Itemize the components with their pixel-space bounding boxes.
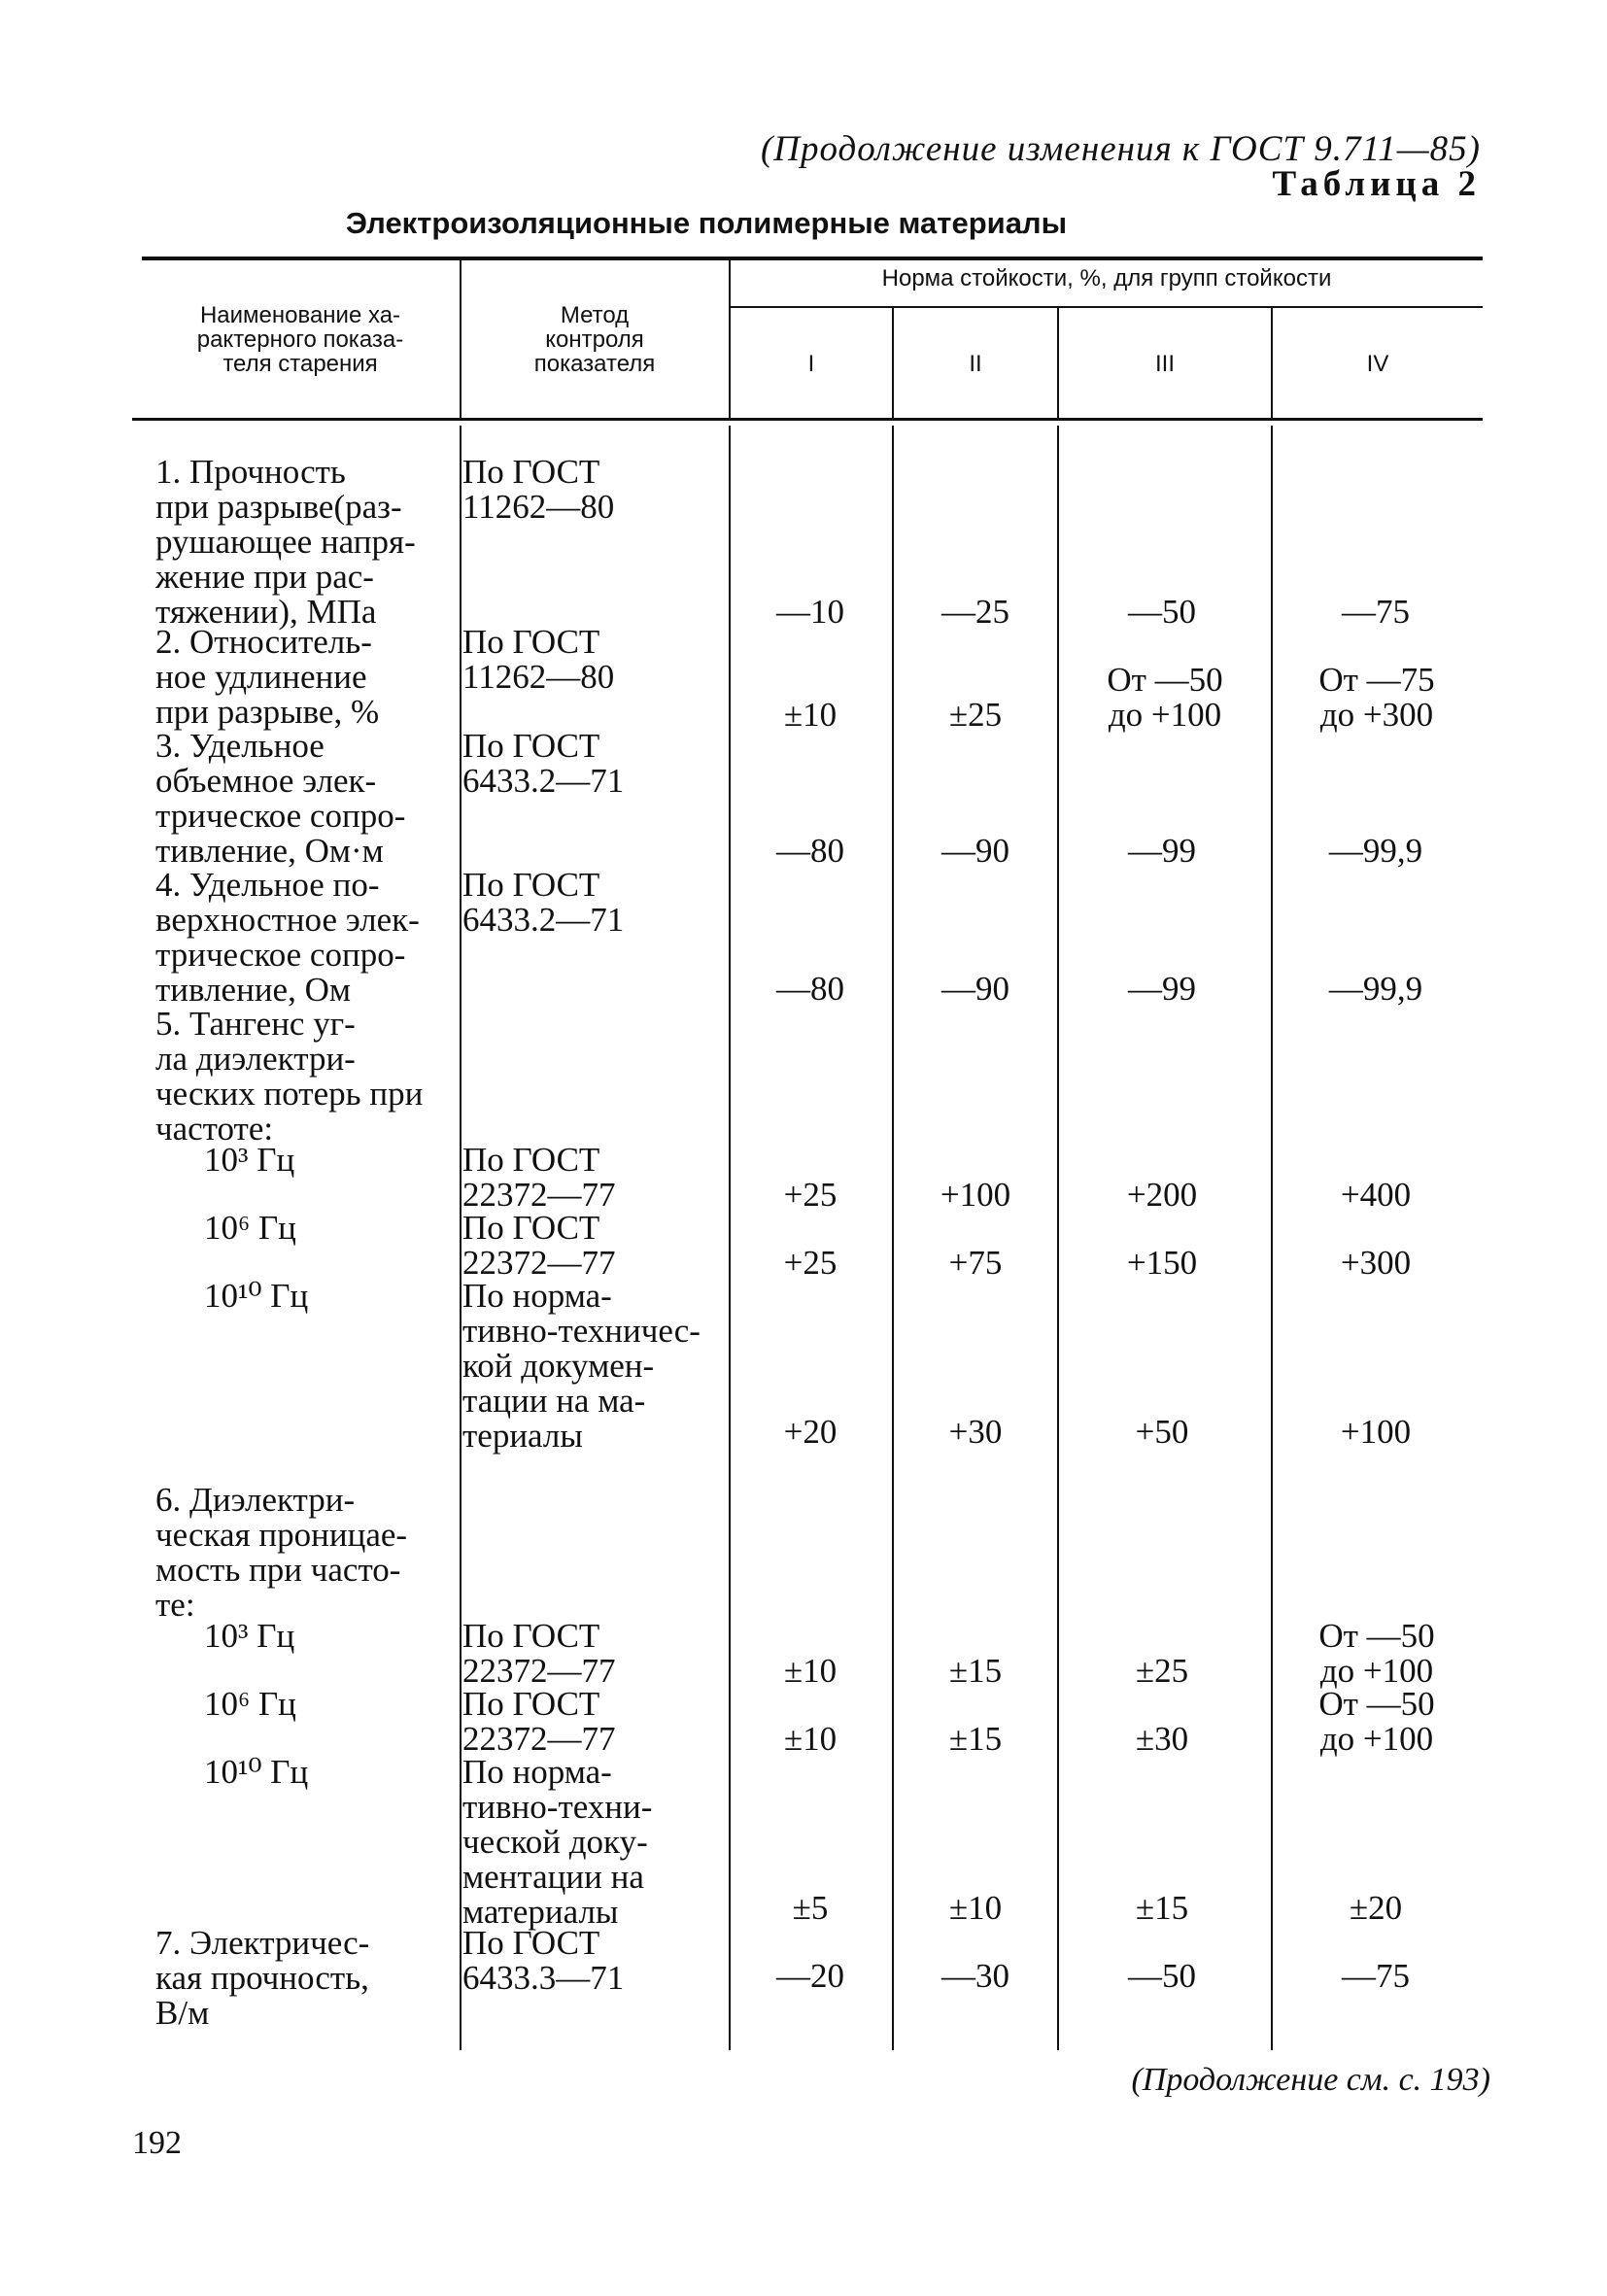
col-header-method: Метод контроля показателя: [533, 302, 656, 377]
col-divider-name-method-head: [460, 260, 462, 418]
row-3-value-ii: —90: [941, 832, 1009, 870]
row-2-value-ii: ±25: [948, 696, 1003, 734]
group-header-iii: III: [1154, 351, 1175, 377]
footer-continuation: (Продолжение см. с. 193): [1131, 2062, 1490, 2098]
row-3-method: По ГОСТ 6433.2—71: [462, 727, 625, 800]
row-6-3-value-ii: ±10: [948, 1889, 1003, 1927]
row-7-value-i: —20: [776, 1957, 844, 1995]
row-6-2-name: 10⁶ Гц: [204, 1685, 296, 1723]
group-header-i: I: [807, 351, 815, 377]
group-header-rule: [729, 306, 1483, 308]
row-6-1-name: 10³ Гц: [204, 1617, 295, 1655]
col-divider-name-method: [460, 426, 462, 2050]
row-4-value-ii: —90: [941, 970, 1009, 1008]
col-divider-i-ii: [892, 426, 894, 2050]
row-5-3-value-iv: +100: [1340, 1413, 1412, 1451]
row-5-1-method: По ГОСТ 22372—77: [462, 1141, 616, 1214]
row-7-name: 7. Электричес- кая прочность, В/м: [155, 1924, 370, 2032]
col-divider-ii-iii: [1057, 426, 1059, 2050]
row-2-method: По ГОСТ 11262—80: [462, 623, 615, 696]
row-5-1-value-iv: +400: [1340, 1176, 1412, 1214]
row-2-value-iii: От —50 до +100: [1107, 661, 1223, 734]
row-5-2-name: 10⁶ Гц: [204, 1209, 296, 1247]
row-1-value-iv: —75: [1342, 593, 1410, 631]
row-5-1-name: 10³ Гц: [204, 1141, 295, 1179]
group-header-iv: IV: [1366, 351, 1389, 377]
row-7-value-iv: —75: [1342, 1957, 1410, 1995]
col-header-group: Норма стойкости, %, для групп стойкости: [881, 265, 1332, 291]
row-5-name: 5. Тангенс уг- ла диэлектри- ческих потерь при частоте:: [155, 1005, 424, 1148]
table-top-rule: [142, 257, 1483, 260]
row-1-value-iii: —50: [1128, 593, 1196, 631]
row-3-value-iii: —99: [1128, 832, 1196, 870]
row-6-3-name: 10¹⁰ Гц: [204, 1753, 309, 1791]
row-1-value-ii: —25: [941, 593, 1009, 631]
row-4-value-iv: —99,9: [1328, 970, 1423, 1008]
row-4-value-i: —80: [776, 970, 844, 1008]
table-head-bottom-rule: [132, 418, 1483, 421]
row-5-2-value-i: +25: [783, 1244, 838, 1282]
row-5-1-value-i: +25: [783, 1176, 838, 1214]
row-6-1-value-i: ±10: [783, 1652, 838, 1690]
row-1-name: 1. Прочность при разрыве(раз- рушающее напря- жение при рас- тяжении), МПа: [155, 453, 416, 631]
row-5-2-method: По ГОСТ 22372—77: [462, 1209, 616, 1282]
row-6-3-value-iv: ±20: [1349, 1889, 1403, 1927]
row-7-method: По ГОСТ 6433.3—71: [462, 1924, 625, 1997]
row-1-value-i: —10: [776, 593, 844, 631]
row-5-3-method: По норма- тивно-техничес- кой докумен- тации на ма- териалы: [462, 1277, 701, 1455]
row-6-3-method: По норма- тивно-техни- ческой доку- ментации на материалы: [462, 1753, 653, 1931]
row-6-2-value-ii: ±15: [948, 1720, 1003, 1758]
row-7-value-iii: —50: [1128, 1957, 1196, 1995]
row-5-3-value-ii: +30: [948, 1413, 1003, 1451]
row-4-method: По ГОСТ 6433.2—71: [462, 866, 625, 939]
row-5-3-name: 10¹⁰ Гц: [204, 1277, 309, 1315]
row-5-1-value-ii: +100: [940, 1176, 1011, 1214]
row-5-1-value-iii: +200: [1126, 1176, 1198, 1214]
table-caption: Электроизоляционные полимерные материалы: [345, 206, 1068, 240]
row-3-name: 3. Удельное объемное элек- трическое сопро- тивление, Ом·м: [155, 727, 406, 870]
row-5-2-value-iii: +150: [1126, 1244, 1198, 1282]
group-header-ii: II: [969, 351, 982, 377]
row-4-value-iii: —99: [1128, 970, 1196, 1008]
row-5-2-value-iv: +300: [1340, 1244, 1412, 1282]
row-6-2-value-i: ±10: [783, 1720, 838, 1758]
row-6-1-value-ii: ±15: [948, 1652, 1003, 1690]
page-number: 192: [132, 2125, 182, 2161]
row-6-2-value-iii: ±30: [1135, 1720, 1189, 1758]
row-1-method: По ГОСТ 11262—80: [462, 453, 615, 526]
row-3-value-iv: —99,9: [1328, 832, 1423, 870]
row-5-3-value-i: +20: [783, 1413, 838, 1451]
row-3-value-i: —80: [776, 832, 844, 870]
row-2-value-i: ±10: [783, 696, 838, 734]
row-4-name: 4. Удельное по- верхностное элек- трическое сопро- тивление, Ом: [155, 866, 420, 1009]
row-5-3-value-iii: +50: [1135, 1413, 1189, 1451]
row-5-2-value-ii: +75: [948, 1244, 1003, 1282]
row-6-name: 6. Диэлектри- ческая проницае- мость при часто- те:: [155, 1481, 408, 1624]
row-7-value-ii: —30: [941, 1957, 1009, 1995]
col-header-name: Наименование ха- рактерного показа- теля старения: [196, 302, 404, 377]
row-6-1-value-iv: От —50 до +100: [1318, 1617, 1435, 1690]
row-6-3-value-i: ±5: [792, 1889, 829, 1927]
row-6-1-value-iii: ±25: [1135, 1652, 1189, 1690]
row-2-value-iv: От —75 до +300: [1318, 661, 1435, 734]
row-6-3-value-iii: ±15: [1135, 1889, 1189, 1927]
col-divider-iii-iv: [1271, 426, 1273, 2050]
row-2-name: 2. Относитель- ное удлинение при разрыве, %: [155, 623, 380, 731]
table-label: Таблица 2: [1272, 164, 1481, 204]
continuation-note: (Продолжение изменения к ГОСТ 9.711—85): [760, 129, 1481, 169]
row-6-2-value-iv: От —50 до +100: [1318, 1685, 1435, 1758]
row-6-2-method: По ГОСТ 22372—77: [462, 1685, 616, 1758]
row-6-1-method: По ГОСТ 22372—77: [462, 1617, 616, 1690]
